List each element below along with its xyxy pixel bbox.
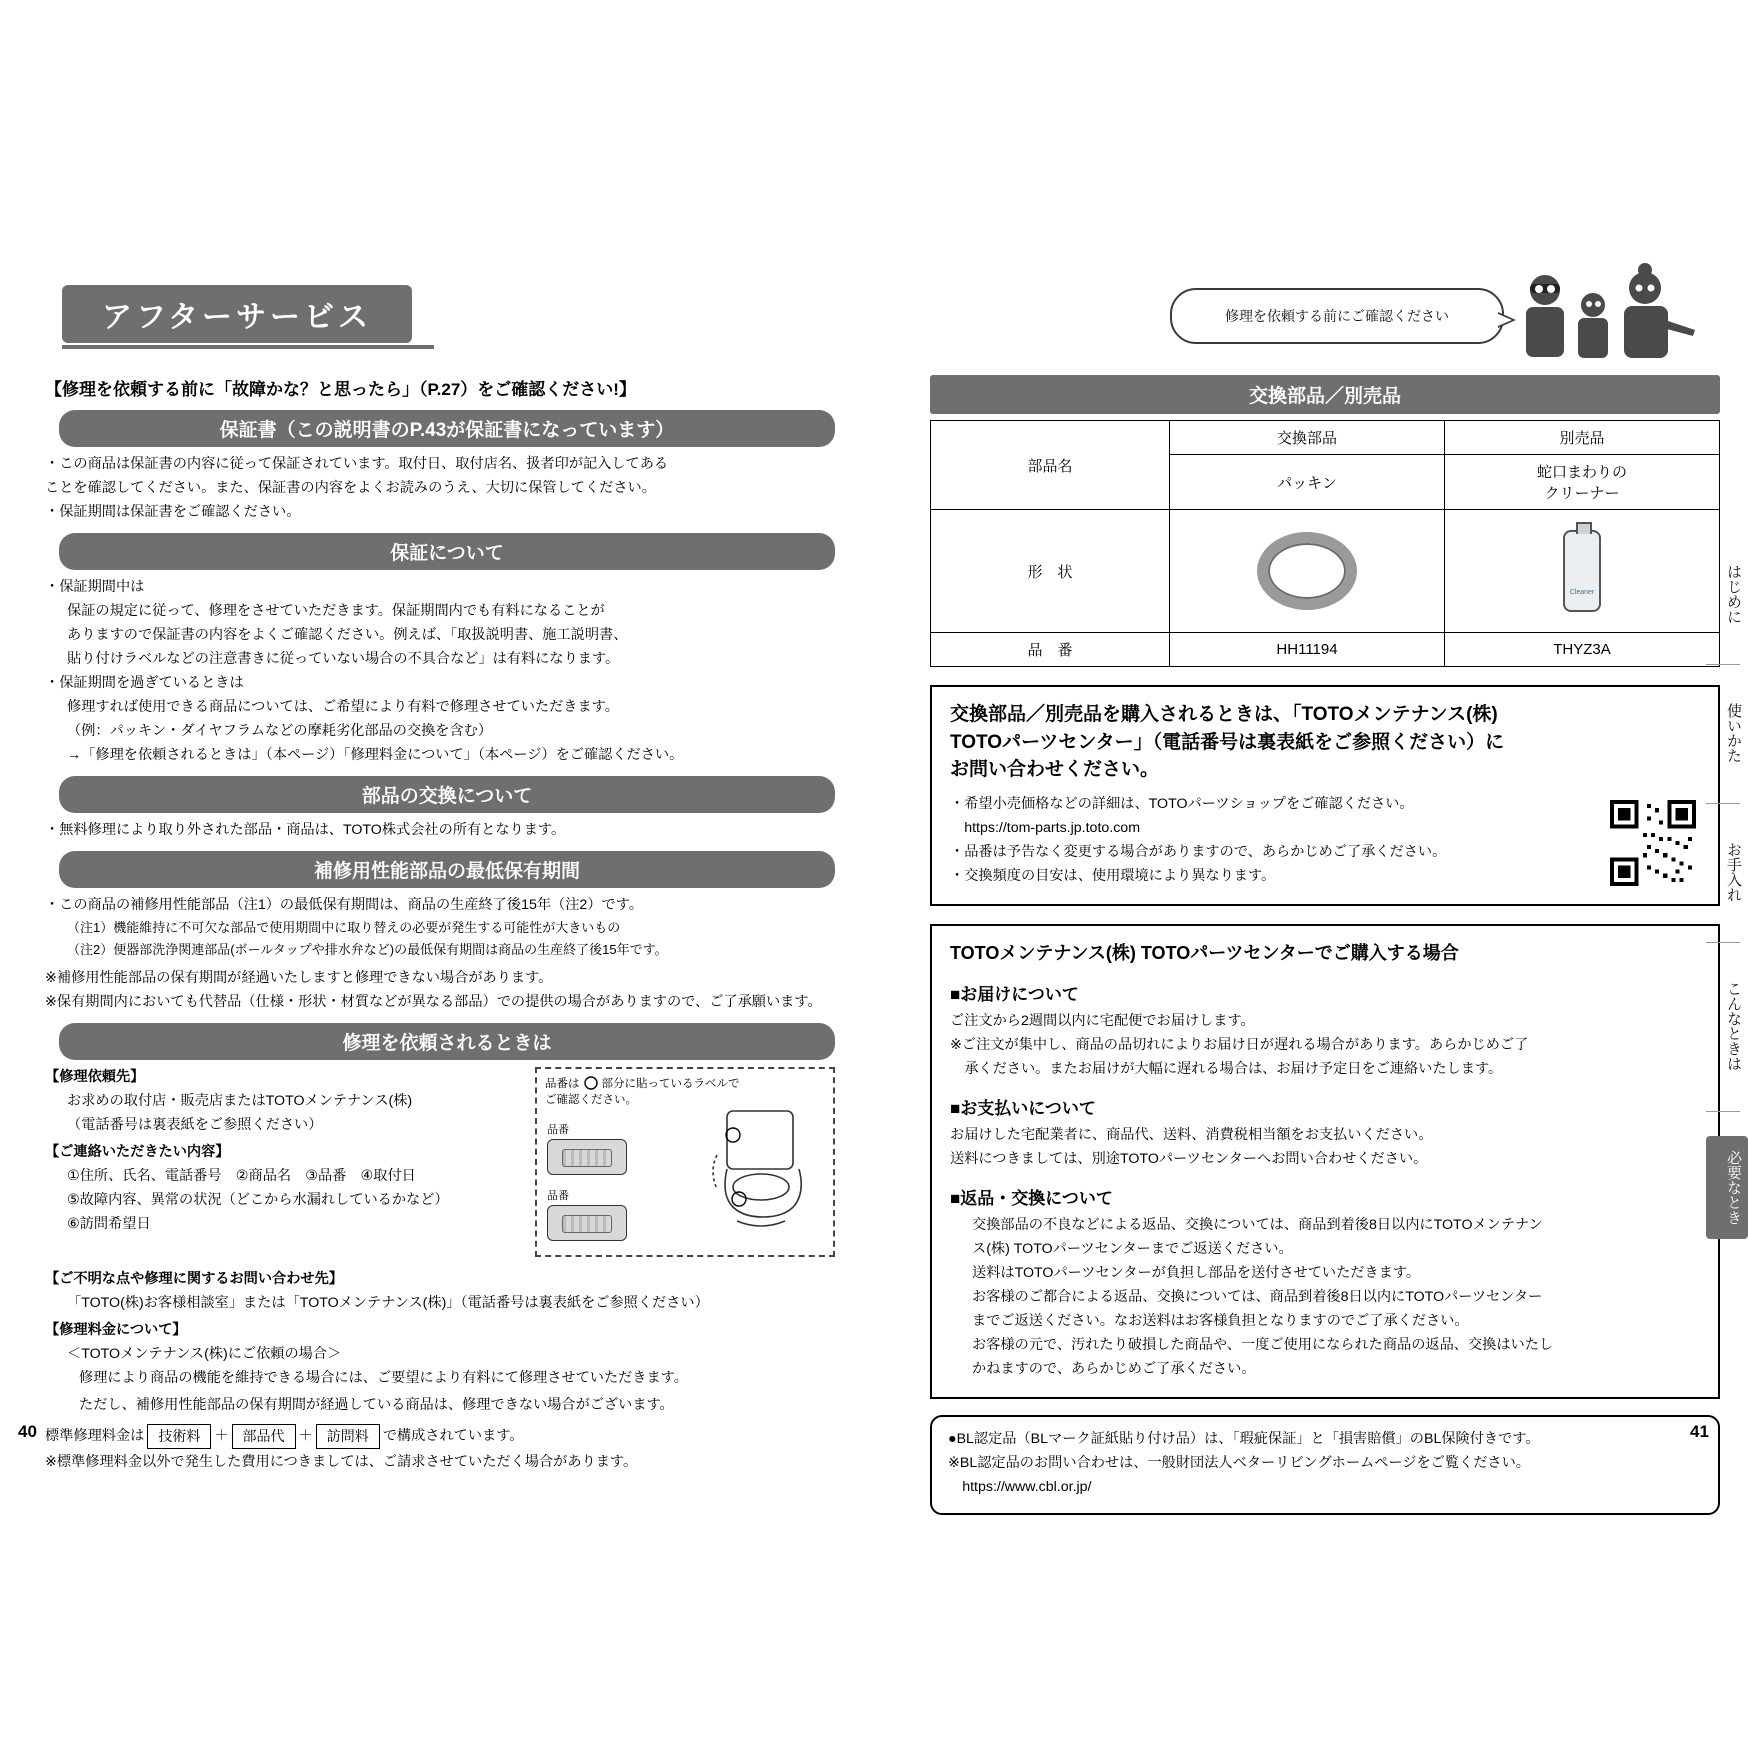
about-warranty-line-6: 修理すれば使用できる商品については、ご希望により有料で修理させていただきます。	[67, 699, 619, 716]
repair-block-0-line-0: お求めの取付店・販売店またはTOTOメンテナンス(株)	[67, 1092, 413, 1109]
figure-chip-2-label: 品番	[547, 1189, 569, 1202]
side-tab-konnatokiha[interactable]: こんなときは	[1725, 981, 1742, 1071]
bottle-label: Cleaner	[1569, 589, 1595, 596]
parts-table	[930, 420, 1720, 667]
purchase-info-box	[930, 685, 1720, 906]
about-warranty-line-2: 保証の規定に従って、修理をさせていただきます。保証期間内でも有料になることが	[67, 603, 605, 620]
page-number-left: 40	[18, 1422, 37, 1441]
parts-table-col0-label: 部品名	[931, 421, 1170, 510]
cleaner-shape-cell	[1445, 510, 1720, 633]
about-warranty-line-8: →「修理を依頼されるときは」（本ページ）「修理料金について」（本ページ）をご確認ください。	[67, 747, 684, 764]
gasket-shape-cell	[1170, 510, 1445, 633]
circle-marker-icon	[584, 1076, 598, 1090]
order-g0-line-1: ※ご注文が集中し、商品の品切れによりお届け日が遅れる場合があります。あらかじめご了	[950, 1036, 1529, 1053]
tab-divider	[1706, 803, 1740, 804]
parts-table-col1-code: HH11194	[1170, 633, 1445, 667]
speech-bubble	[1170, 288, 1504, 344]
fee-plus-1: ＋	[214, 1427, 229, 1444]
order-group-0-title: ■お届けについて	[950, 984, 1079, 1004]
figure-chip-2-graphic	[547, 1205, 627, 1241]
parts-retention-note-3: ※補修用性能部品の保有期間が経過いたしますと修理できない場合があります。	[45, 969, 553, 986]
about-warranty-line-3: ありますので保証書の内容をよくご確認ください。例えば、「取扱説明書、施工説明書、	[67, 627, 628, 644]
repair-fee-formula	[45, 1424, 835, 1449]
page-number-right: 41	[1690, 1422, 1709, 1441]
side-tab-tsukaikata[interactable]: 使いかた	[1725, 703, 1742, 763]
table-row	[931, 421, 1720, 455]
warranty-doc-line-3: ・保証期間は保証書をご確認ください。	[45, 504, 301, 521]
warranty-doc-line-2: ことを確認してください。また、保証書の内容をよくお読みのうえ、大切に保管してください。	[45, 480, 656, 497]
fee-item-1: 部品代	[232, 1424, 296, 1449]
figure-note-2: 部分に貼っているラベルで	[601, 1077, 740, 1090]
page-title-banner	[62, 285, 412, 343]
order-g1-line-1: 送料につきましては、別途TOTOパーツセンターへお問い合わせください。	[950, 1150, 1428, 1167]
fee-suffix: で構成されています。	[382, 1427, 524, 1444]
parts-table-shape-label: 形 状	[931, 510, 1170, 633]
section-heading-about-warranty: 保証について	[59, 533, 835, 570]
order-g2-line-2: 送料はTOTOパーツセンターが負担し部品を送付させていただきます。	[972, 1264, 1421, 1281]
warranty-doc-line-1: ・この商品は保証書の内容に従って保証されています。取付日、取付店名、扱者印が記入してある	[45, 456, 669, 472]
parts-table-code-label: 品 番	[931, 633, 1170, 667]
repair-block-3-line-2: ただし、補修用性能部品の保有期間が経過している商品は、修理できない場合がございます。	[79, 1397, 674, 1413]
bl-line-0: ●BL認定品（BLマーク証紙貼り付け品）は、「瑕疵保証」と「損害賠償」のBL保険付きです。	[948, 1430, 1540, 1447]
side-tab-oteire[interactable]: お手入れ	[1725, 842, 1742, 902]
repair-block-0-line-1: （電話番号は裏表紙をご参照ください）	[67, 1116, 323, 1133]
section-heading-parts-retention: 補修用性能部品の最低保有期間	[59, 851, 835, 888]
speech-bubble-text: 修理を依頼する前にご確認ください	[1225, 308, 1449, 324]
parts-table-col2-name	[1445, 455, 1720, 510]
order-g2-line-1: ス(株) TOTOパーツセンターまでご返送ください。	[972, 1240, 1293, 1257]
parts-retention-note-1: （注1）機能維持に不可欠な部品で使用期間中に取り替えの必要が発生する可能性が大きいもの	[67, 920, 621, 936]
purchase-box-heading	[950, 701, 1700, 784]
family-illustration-icon	[1490, 260, 1710, 360]
left-lead-text: 【修理を依頼する前に「故障かな？と思ったら」（P.27）をご確認ください!】	[45, 380, 636, 399]
repair-block-1-line-0: ①住所、氏名、電話番号 ②商品名 ③品番 ④取付日	[67, 1167, 416, 1184]
repair-request-body	[45, 1067, 835, 1267]
right-column	[930, 375, 1720, 1515]
repair-block-0-title: 【修理依頼先】	[45, 1068, 145, 1085]
order-g2-line-3: お客様のご都合による返品、交換については、商品到着後8日以内にTOTOパーツセンター	[972, 1288, 1543, 1305]
repair-block-1-line-1: ⑤故障内容、異常の状況（どこから水漏れしているかなど）	[67, 1192, 449, 1208]
order-box-heading: TOTOメンテナンス(株) TOTOパーツセンターでご購入する場合	[950, 942, 1459, 963]
figure-chip-2	[547, 1187, 627, 1241]
repair-block-3-line-1: 修理により商品の機能を維持できる場合には、ご要望により有料にて修理させていただきます。	[79, 1369, 688, 1386]
tab-divider	[1706, 1111, 1740, 1112]
fee-prefix: 標準修理料金は	[45, 1427, 145, 1444]
order-g2-line-0: 交換部品の不良などによる返品、交換については、商品到着後8日以内にTOTOメンテナン	[972, 1216, 1543, 1233]
parts-retention-note-2: （注2）便器部洗浄関連部品(ボールタップや排水弁など)の最低保有期間は商品の生産終了後15年です。	[67, 942, 668, 958]
col2-name-line1: 蛇口まわりの	[1536, 464, 1627, 481]
parts-table-col2-code: THYZ3A	[1445, 633, 1720, 667]
order-g0-line-2: 承ください。またお届けが大幅に遅れる場合は、お届け予定日をご連絡いたします。	[950, 1060, 1503, 1077]
repair-block-1-title: 【ご連絡いただきたい内容】	[45, 1143, 230, 1160]
about-warranty-line-7: （例：パッキン・ダイヤフラムなどの摩耗劣化部品の交換を含む）	[67, 723, 493, 740]
gasket-icon	[1257, 532, 1357, 610]
purchase-heading-l1: 交換部品／別売品を購入されるときは、「TOTOメンテナンス(株)	[950, 704, 1498, 725]
side-tab-hajimeni[interactable]: はじめに	[1725, 564, 1742, 624]
order-g1-line-0: お届けした宅配業者に、商品代、送料、消費税相当額をお支払いください。	[950, 1126, 1433, 1143]
part-number-location-figure	[535, 1067, 835, 1257]
repair-block-3-line-0: ＜TOTOメンテナンス(株)にご依頼の場合＞	[67, 1345, 342, 1362]
figure-chip-1-label: 品番	[547, 1123, 569, 1136]
order-info-box	[930, 924, 1720, 1399]
order-group-2-title: ■返品・交換について	[950, 1188, 1113, 1208]
about-warranty-line-1: ・保証期間中は	[45, 579, 145, 596]
title-underline	[62, 345, 434, 349]
tab-divider	[1706, 664, 1740, 665]
page-title: アフターサービス	[102, 301, 372, 334]
parts-table-col1-name: パッキン	[1170, 455, 1445, 510]
order-g2-line-6: かねますので、あらかじめご了承ください。	[972, 1360, 1256, 1377]
figure-note-3: ご確認ください。	[545, 1093, 637, 1106]
purchase-heading-l3: お問い合わせください。	[950, 759, 1160, 781]
parts-retention-line-1: ・この商品の補修用性能部品（注1）の最低保有期間は、商品の生産終了後15年（注2）です。	[45, 897, 643, 914]
purchase-line-3: ・交換頻度の目安は、使用環境により異なります。	[950, 867, 1276, 884]
order-group-1-title: ■お支払いについて	[950, 1098, 1096, 1118]
section-heading-warranty-doc: 保証書（この説明書のP.43が保証書になっています）	[59, 410, 835, 447]
toilet-illustration-icon	[703, 1095, 823, 1245]
figure-chip-1-graphic	[547, 1139, 627, 1175]
parts-table-col1-header: 交換部品	[1170, 421, 1445, 455]
purchase-line-1: https://tom-parts.jp.toto.com	[950, 819, 1141, 836]
cleaner-bottle-icon	[1563, 530, 1601, 612]
section-heading-parts-replacement: 部品の交換について	[59, 776, 835, 813]
section-heading-repair-request: 修理を依頼されるときは	[59, 1023, 835, 1060]
bl-line-2: https://www.cbl.or.jp/	[948, 1479, 1092, 1496]
repair-request-text	[45, 1067, 515, 1235]
about-warranty-line-5: ・保証期間を過ぎているときは	[45, 675, 244, 692]
side-tab-rail	[1706, 550, 1740, 1265]
qr-code-icon	[1610, 800, 1696, 886]
parts-table-col2-header: 別売品	[1445, 421, 1720, 455]
purchase-line-0: ・希望小売価格などの詳細は、TOTOパーツショップをご確認ください。	[950, 795, 1414, 812]
fee-item-2: 訪問料	[316, 1424, 380, 1449]
parts-table-heading: 交換部品／別売品	[930, 375, 1720, 414]
col2-name-line2: クリーナー	[1544, 485, 1620, 502]
repair-block-1-line-2: ⑥訪問希望日	[67, 1216, 151, 1233]
repair-block-2-title: 【ご不明な点や修理に関するお問い合わせ先】	[45, 1270, 343, 1287]
order-g2-line-5: お客様の元で、汚れたり破損した商品や、一度ご使用になられた商品の返品、交換はいたし	[972, 1336, 1554, 1353]
purchase-heading-l2: TOTOパーツセンター」（電話番号は裏表紙をご参照ください）に	[950, 731, 1505, 753]
repair-fee-note: ※標準修理料金以外で発生した費用につきましては、ご請求させていただく場合があります。	[45, 1453, 638, 1470]
purchase-line-2: ・品番は予告なく変更する場合がありますので、あらかじめご了承ください。	[950, 843, 1447, 860]
figure-note-1: 品番は	[545, 1077, 580, 1090]
fee-plus-2: ＋	[298, 1427, 313, 1444]
about-warranty-line-4: 貼り付けラベルなどの注意書きに従っていない場合の不具合など」は有料になります。	[67, 651, 620, 668]
side-tab-hitsuyounatoki[interactable]: 必要なとき	[1706, 1136, 1748, 1239]
bl-line-1: ※BL認定品のお問い合わせは、一般財団法人ベターリビングホームページをご覧ください。	[948, 1455, 1530, 1471]
order-g0-line-0: ご注文から2週間以内に宅配便でお届けします。	[950, 1012, 1255, 1029]
purchase-box-lines	[950, 794, 1580, 887]
repair-block-2-line-0: 「TOTO(株)お客様相談室」または「TOTOメンテナンス(株)」（電話番号は裏表紙をご参照ください）	[67, 1294, 709, 1311]
bl-certification-box	[930, 1415, 1720, 1515]
left-column	[45, 375, 835, 1476]
order-g2-line-4: までご返送ください。なお送料はお客様負担となりますのでご了承ください。	[972, 1312, 1469, 1329]
tab-divider	[1706, 942, 1740, 943]
table-row	[931, 510, 1720, 633]
table-row	[931, 633, 1720, 667]
figure-chip-1	[547, 1121, 627, 1175]
repair-block-3-title: 【修理料金について】	[45, 1321, 187, 1338]
parts-replacement-line-1: ・無料修理により取り外された部品・商品は、TOTO株式会社の所有となります。	[45, 822, 566, 839]
parts-retention-note-4: ※保有期間内においても代替品（仕様・形状・材質などが異なる部品）での提供の場合がありますので、ご了承願います。	[45, 993, 822, 1010]
fee-item-0: 技術料	[147, 1424, 211, 1449]
page-sheet	[0, 250, 1748, 1496]
